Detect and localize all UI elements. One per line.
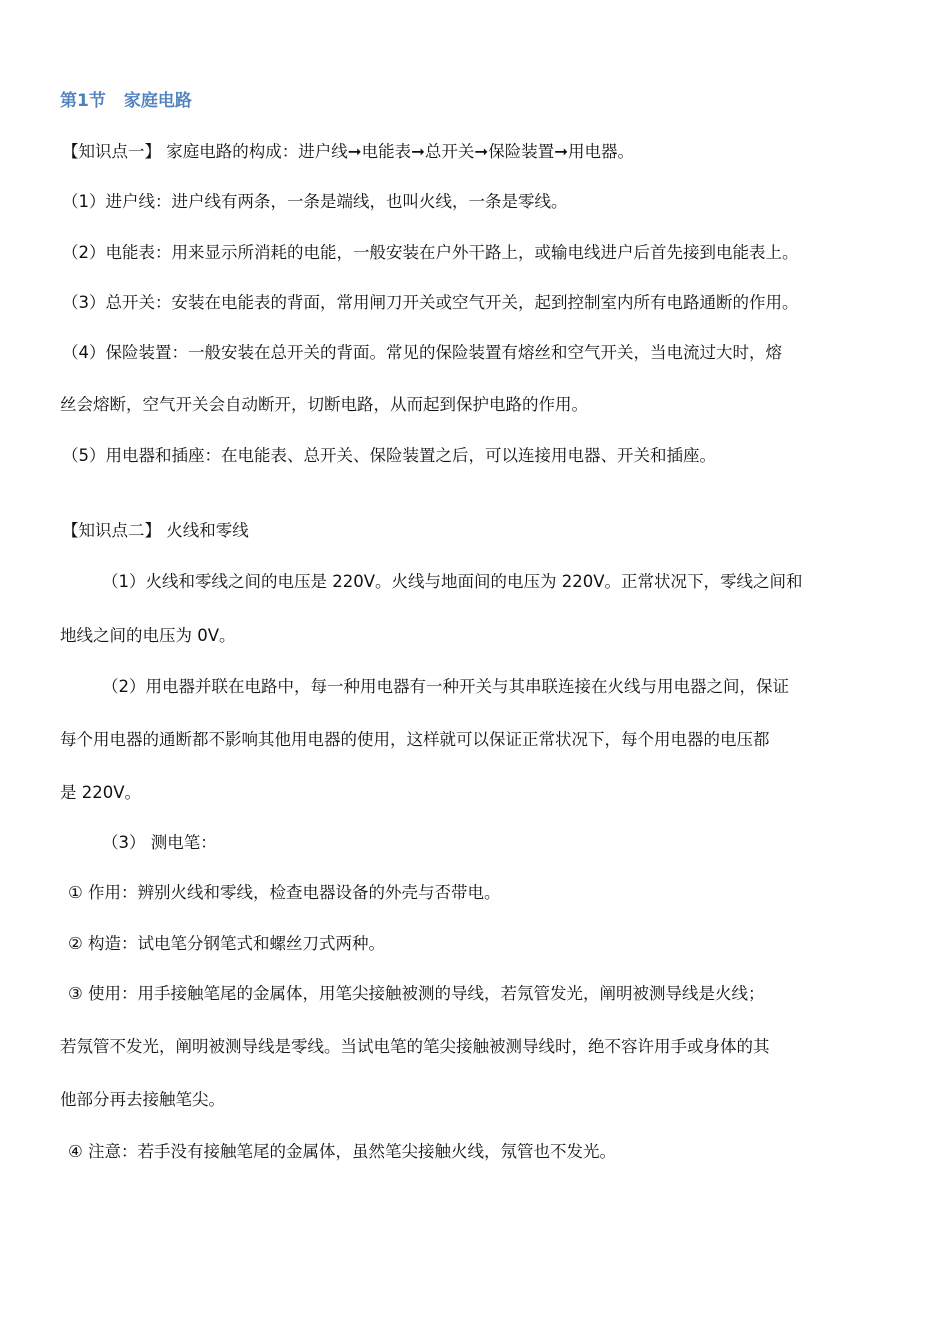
- knowledge-point-1-heading: 【知识点一】 家庭电路的构成：进户线➞电能表➞总开关➞保险装置➞用电器。: [62, 142, 635, 161]
- paragraph-line: （1）进户线：进户线有两条，一条是端线，也叫火线，一条是零线。: [62, 192, 568, 211]
- section-title: [60, 89, 192, 113]
- paragraph-line: （1）火线和零线之间的电压是 220V。火线与地面间的电压为 220V。正常状况下，零线之间和: [102, 572, 803, 591]
- paragraph-line: 他部分再去接触笔尖。: [60, 1090, 225, 1109]
- paragraph-line: （4）保险装置：一般安装在总开关的背面。常见的保险装置有熔丝和空气开关，当电流过大时，熔: [62, 343, 782, 362]
- paragraph-line: 若氖管不发光，阐明被测导线是零线。当试电笔的笔尖接触被测导线时，绝不容许用手或身体的其: [60, 1037, 770, 1056]
- list-item: ③ 使用：用手接触笔尾的金属体，用笔尖接触被测的导线，若氖管发光，阐明被测导线是火线；: [68, 984, 765, 1003]
- list-item: ① 作用：辨别火线和零线，检查电器设备的外壳与否带电。: [68, 883, 501, 902]
- paragraph-line: （3） 测电笔：: [102, 833, 217, 852]
- paragraph-line: （5）用电器和插座：在电能表、总开关、保险装置之后，可以连接用电器、开关和插座。: [62, 446, 716, 465]
- section-number: 第1节: [60, 91, 106, 111]
- list-item: ④ 注意：若手没有接触笔尾的金属体，虽然笔尖接触火线，氖管也不发光。: [68, 1142, 617, 1161]
- paragraph-line: 每个用电器的通断都不影响其他用电器的使用，这样就可以保证正常状况下，每个用电器的电压都: [60, 730, 770, 749]
- paragraph-line: （2）电能表：用来显示所消耗的电能，一般安装在户外干路上，或输电线进户后首先接到电能表上。: [62, 243, 799, 262]
- paragraph-line: 是 220V。: [60, 783, 142, 802]
- paragraph-line: 丝会熔断，空气开关会自动断开，切断电路，从而起到保护电路的作用。: [60, 395, 588, 414]
- paragraph-line: （2）用电器并联在电路中，每一种用电器有一种开关与其串联连接在火线与用电器之间，保证: [102, 677, 789, 696]
- paragraph-line: 地线之间的电压为 0V。: [60, 626, 236, 645]
- knowledge-point-2-heading: 【知识点二】 火线和零线: [62, 521, 249, 540]
- list-item: ② 构造：试电笔分钢笔式和螺丝刀式两种。: [68, 934, 386, 953]
- paragraph-line: （3）总开关：安装在电能表的背面，常用闸刀开关或空气开关，起到控制室内所有电路通断的作用。: [62, 293, 799, 312]
- section-name: 家庭电路: [123, 91, 192, 111]
